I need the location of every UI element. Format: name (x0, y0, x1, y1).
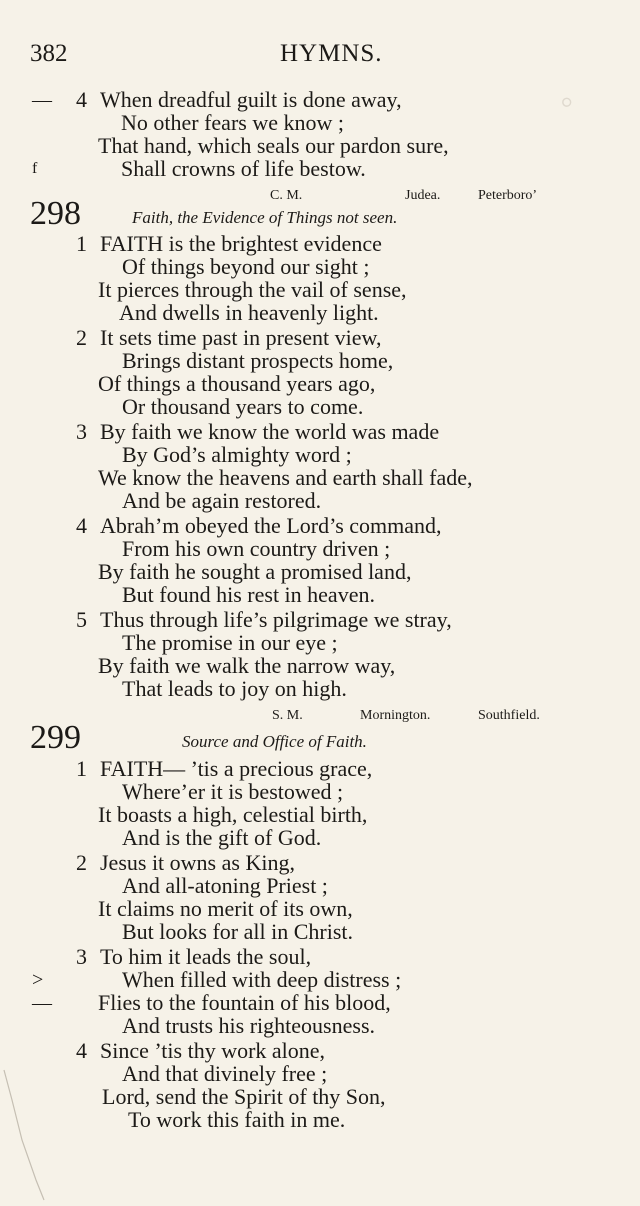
verse-line: Where’er it is bestowed ; (122, 779, 344, 804)
verse-line: Flies to the fountain of his blood, (98, 990, 391, 1015)
running-head: HYMNS. (280, 40, 383, 67)
verse-number: 3 (76, 944, 87, 969)
verse-number: 1 (76, 231, 87, 256)
page-number: 382 (30, 40, 68, 67)
tune-name: Peterboro’ (478, 188, 538, 203)
margin-pencil-mark (0, 1060, 50, 1206)
bleed-through-mark: ◦ (560, 81, 574, 123)
dynamic-mark-forte: f (32, 160, 38, 177)
hymn-number: 298 (30, 195, 81, 232)
verse-line: It sets time past in present view, (100, 325, 382, 350)
verse-line: But found his rest in heaven. (122, 582, 375, 607)
verse-line: That hand, which seals our pardon sure, (98, 133, 449, 158)
verse-line: Of things a thousand years ago, (98, 371, 376, 396)
meter: S. M. (272, 708, 303, 723)
verse-line: By faith he sought a promised land, (98, 559, 412, 584)
verse-line: By God’s almighty word ; (122, 442, 352, 467)
verse-number: 1 (76, 756, 87, 781)
verse-line: It claims no merit of its own, (98, 896, 353, 921)
tune-name: Judea. (405, 188, 441, 203)
verse-line: That leads to joy on high. (122, 676, 347, 701)
verse-line: From his own country driven ; (122, 536, 391, 561)
verse-number: 4 (76, 87, 87, 112)
verse-number: 4 (76, 1038, 87, 1063)
verse-line: Or thousand years to come. (122, 394, 364, 419)
verse-line: By faith we know the world was made (100, 419, 440, 444)
dynamic-mark-crescendo: > (32, 969, 44, 991)
verse-line: And all-atoning Priest ; (122, 873, 328, 898)
verse-number: 5 (76, 607, 87, 632)
verse-line: To him it leads the soul, (100, 944, 312, 969)
dynamic-mark-dash: — (32, 89, 52, 111)
verse-line: It boasts a high, celestial birth, (98, 802, 368, 827)
dynamic-mark-dash: — (32, 992, 52, 1014)
hymn-title: Source and Office of Faith. (182, 732, 367, 751)
meter-tunes-row (0, 708, 640, 724)
hymn-title: Faith, the Evidence of Things not seen. (132, 208, 398, 227)
tune-name: Southfield. (478, 708, 540, 723)
verse-line: And trusts his righteousness. (122, 1013, 375, 1038)
verse-line: To work this faith in me. (128, 1107, 346, 1132)
verse-line: And that divinely free ; (122, 1061, 328, 1086)
meter: C. M. (270, 188, 303, 203)
meter-tunes-row (0, 188, 640, 204)
tune-name: Mornington. (360, 708, 431, 723)
verse-line: By faith we walk the narrow way, (98, 653, 396, 678)
verse-number: 4 (76, 513, 87, 538)
verse-line: FAITH— ’tis a precious grace, (100, 756, 373, 781)
verse-line: Thus through life’s pilgrimage we stray, (100, 607, 452, 632)
verse-line: The promise in our eye ; (122, 630, 338, 655)
verse-line: Since ’tis thy work alone, (100, 1038, 326, 1063)
verse-line: And is the gift of God. (122, 825, 322, 850)
verse-line: We know the heavens and earth shall fade, (98, 465, 473, 490)
verse-line: Lord, send the Spirit of thy Son, (102, 1084, 386, 1109)
verse-number: 3 (76, 419, 87, 444)
verse-number: 2 (76, 850, 87, 875)
verse-line: No other fears we know ; (121, 110, 344, 135)
verse-line: It pierces through the vail of sense, (98, 277, 407, 302)
verse-line: And be again restored. (122, 488, 322, 513)
page-header (30, 40, 383, 68)
verse-line: Jesus it owns as King, (100, 850, 295, 875)
hymn-number: 299 (30, 719, 81, 756)
verse-line: FAITH is the brightest evidence (100, 231, 382, 256)
verse-line: Brings distant prospects home, (122, 348, 394, 373)
verse-number: 2 (76, 325, 87, 350)
verse-line: Shall crowns of life bestow. (121, 156, 366, 181)
verse-line: But looks for all in Christ. (122, 919, 353, 944)
verse-line: When dreadful guilt is done away, (100, 87, 402, 112)
verse-line: And dwells in heavenly light. (119, 300, 379, 325)
verse-line: When filled with deep distress ; (122, 967, 402, 992)
verse-line: Abrah’m obeyed the Lord’s command, (100, 513, 442, 538)
verse-line: Of things beyond our sight ; (122, 254, 370, 279)
